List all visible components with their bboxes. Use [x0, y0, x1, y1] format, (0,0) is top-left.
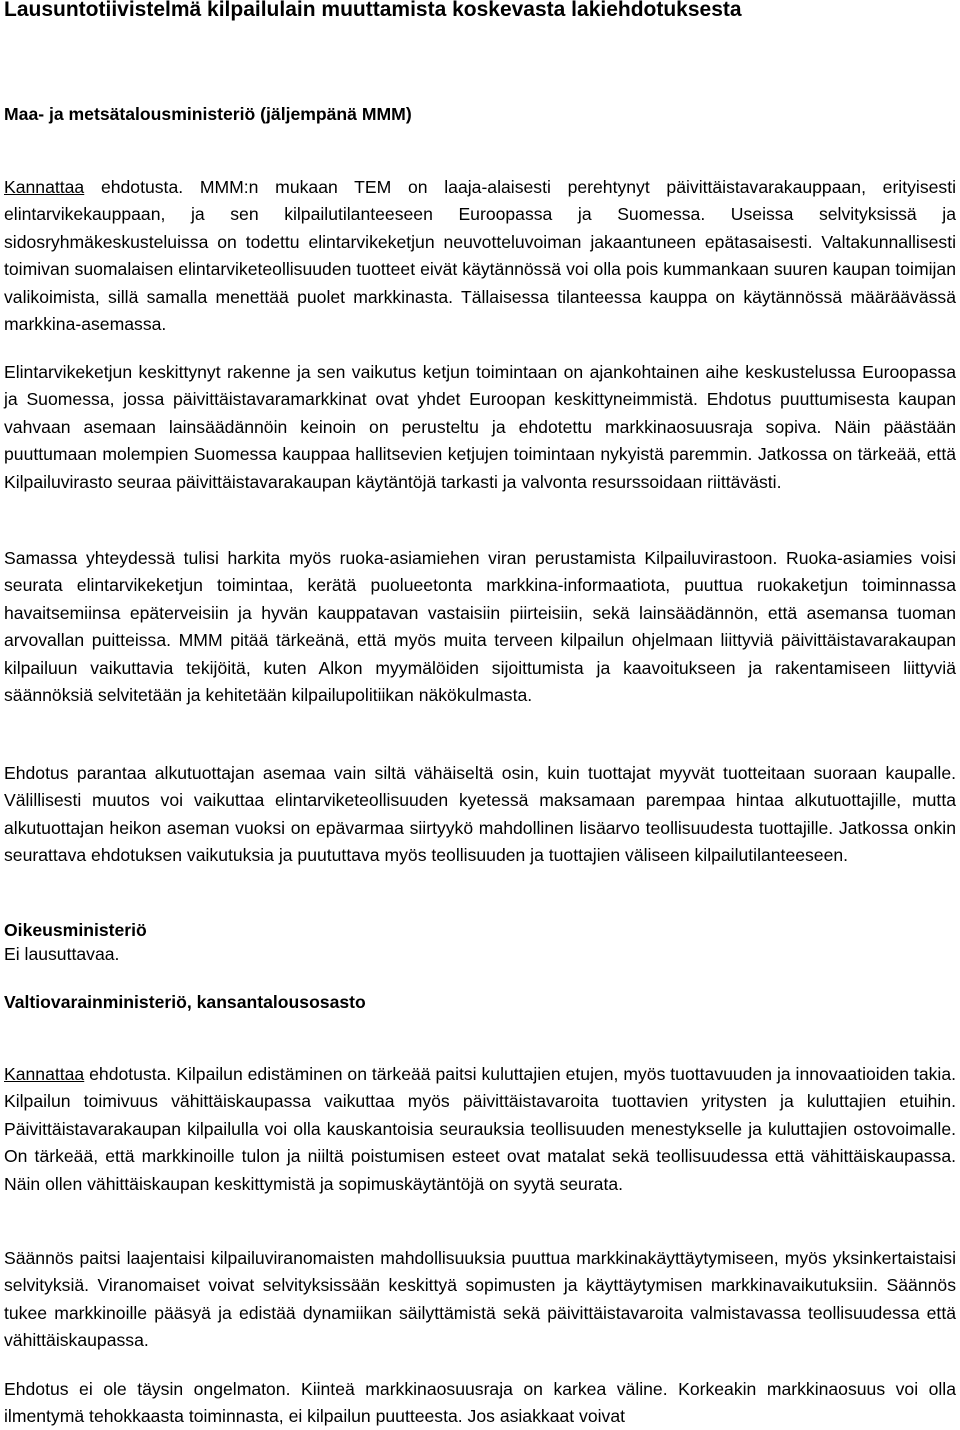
- vm-paragraph-2: Säännös paitsi laajentaisi kilpailuviranomaisten mahdollisuuksia puuttua markkinakäyttäytymiseen, myös yksinkertaistaisi selvityksiä. Viranomaiset voivat selvityksissään keskittyä sopimusten ja käyttäytymisen markkinavaikutuksiin. Säännös tukee markkinoille pääsyä ja edistää dynamiikan säilyttämistä sekä päivittäistavaroita valmistavassa teollisuudessa että vähittäiskaupassa.: [4, 1248, 956, 1351]
- document-title: Lausuntotiivistelmä kilpailulain muuttamista koskevasta lakiehdotuksesta: [4, 0, 742, 21]
- mmm-paragraph-2: Elintarvikeketjun keskittynyt rakenne ja sen vaikutus ketjun toimintaan on ajankohtainen aihe keskustelussa Euroopassa ja Suomessa, jossa päivittäistavaramarkkinat ovat yhdet Euroopan keskittyneimmistä. Ehdotus puuttumisesta kaupan vahvaan asemaan lainsäädännöin keinoin on perusteltu ja ehdotettu markkinaosuusraja sopiva. Näin päästään puuttumaan molempien Suomessa kauppaa hallitsevien ketjujen toimintaan nykyistä paremmin. Jatkossa on tärkeää, että Kilpailuvirasto seuraa päivittäistavarakaupan käytäntöjä tarkasti ja valvonta resurssoidaan riittävästi.: [4, 362, 956, 492]
- mmm-paragraph-1: [4, 174, 956, 338]
- mmm-paragraph-4: Ehdotus parantaa alkutuottajan asemaa vain siltä vähäiseltä osin, kuin tuottajat myyvät tuotteitaan suoraan kaupalle. Välillisesti muutos voi vaikuttaa elintarviketeollisuuden kyetessä maksamaan parempaa hintaa alkutuottajille, mutta alkutuottajan heikon aseman vuoksi on epävarmaa siirtyykö mahdollinen lisäarvo teollisuudesta tuottajille. Jatkossa onkin seurattava ehdotuksen vaikutuksia ja puututtava myös teollisuuden ja tuottajien väliseen kilpailutilanteeseen.: [4, 763, 956, 866]
- section-heading-vm: Valtiovarainministeriö, kansantalousosasto: [4, 992, 366, 1012]
- vm-stance: Kannattaa: [4, 1064, 85, 1084]
- vm-paragraph-1: [4, 1061, 956, 1198]
- section-heading-mmm: Maa- ja metsätalousministeriö (jäljempänä MMM): [4, 104, 412, 124]
- mmm-paragraph-1-text: ehdotusta. MMM:n mukaan TEM on laaja-alaisesti perehtynyt päivittäistavarakauppaan, erityisesti elintarvikekauppaan, ja sen kilpailutilanteeseen Euroopassa ja Suomessa. Useissa selvityksissä ja sidosryhmäkeskusteluissa on todettu elintarvikeketjun neuvotteluvoiman jakaantuneen epätasaisesti. Valtakunnallisesti toimivan suomalaisen elintarviketeollisuuden tuotteet eivät käytännössä voi olla pois kummankaan suuren kaupan toimijan valikoimista, sillä samalla menettää puolet markkinasta. Tällaisessa tilanteessa kauppa on käytännössä määräävässä markkina-asemassa.: [4, 177, 956, 335]
- om-text: Ei lausuttavaa.: [4, 944, 120, 964]
- section-heading-om: Oikeusministeriö: [4, 920, 147, 940]
- mmm-paragraph-3: Samassa yhteydessä tulisi harkita myös ruoka-asiamiehen viran perustamista Kilpailuvirastoon. Ruoka-asiamies voisi seurata elintarvikeketjun toimintaa, kerätä puolueetonta markkina-informaatiota, puuttua ruokaketjun toiminnassa havaitsemiinsa epäterveisiin ja hyvän kauppatavan vastaisiin piirteisiin, sekä lainsäädännön, että asemansa tuoman arvovallan puitteissa. MMM pitää tärkeänä, että myös muita terveen kilpailun ohjelmaan liittyviä päivittäistavarakaupan kilpailuun vaikuttavia tekijöitä, kuten Alkon myymälöiden sijoittumista ja kaavoitukseen ja rakentamiseen liittyviä säännöksiä selvitetään ja kehitetään kilpailupolitiikan näkökulmasta.: [4, 548, 956, 706]
- vm-paragraph-1-text: ehdotusta. Kilpailun edistäminen on tärkeää paitsi kuluttajien etujen, myös tuottavuuden ja innovaatioiden takia. Kilpailun toimivuus vähittäiskaupassa vaikuttaa myös päivittäistavaroita tuottavien yritysten ja kuluttajien etuihin. Päivittäistavarakaupan kilpailulla voi olla kauskantoisia seurauksia teollisuuden menestykselle ja kuluttajien ostovoimalle. On tärkeää, että markkinoille tulon ja niiltä poistumisen esteet ovat matalat sekä teollisuudessa että vähittäiskaupassa. Näin ollen vähittäiskaupan keskittymistä ja sopimuskäytäntöjä on syytä seurata.: [4, 1064, 956, 1194]
- mmm-stance: Kannattaa: [4, 177, 85, 197]
- vm-paragraph-3: Ehdotus ei ole täysin ongelmaton. Kiinteä markkinaosuusraja on karkea väline. Korkeakin markkinaosuus voi olla ilmentymä tehokkaasta toiminnasta, ei kilpailun puutteesta. Jos asiakkaat voivat: [4, 1379, 956, 1427]
